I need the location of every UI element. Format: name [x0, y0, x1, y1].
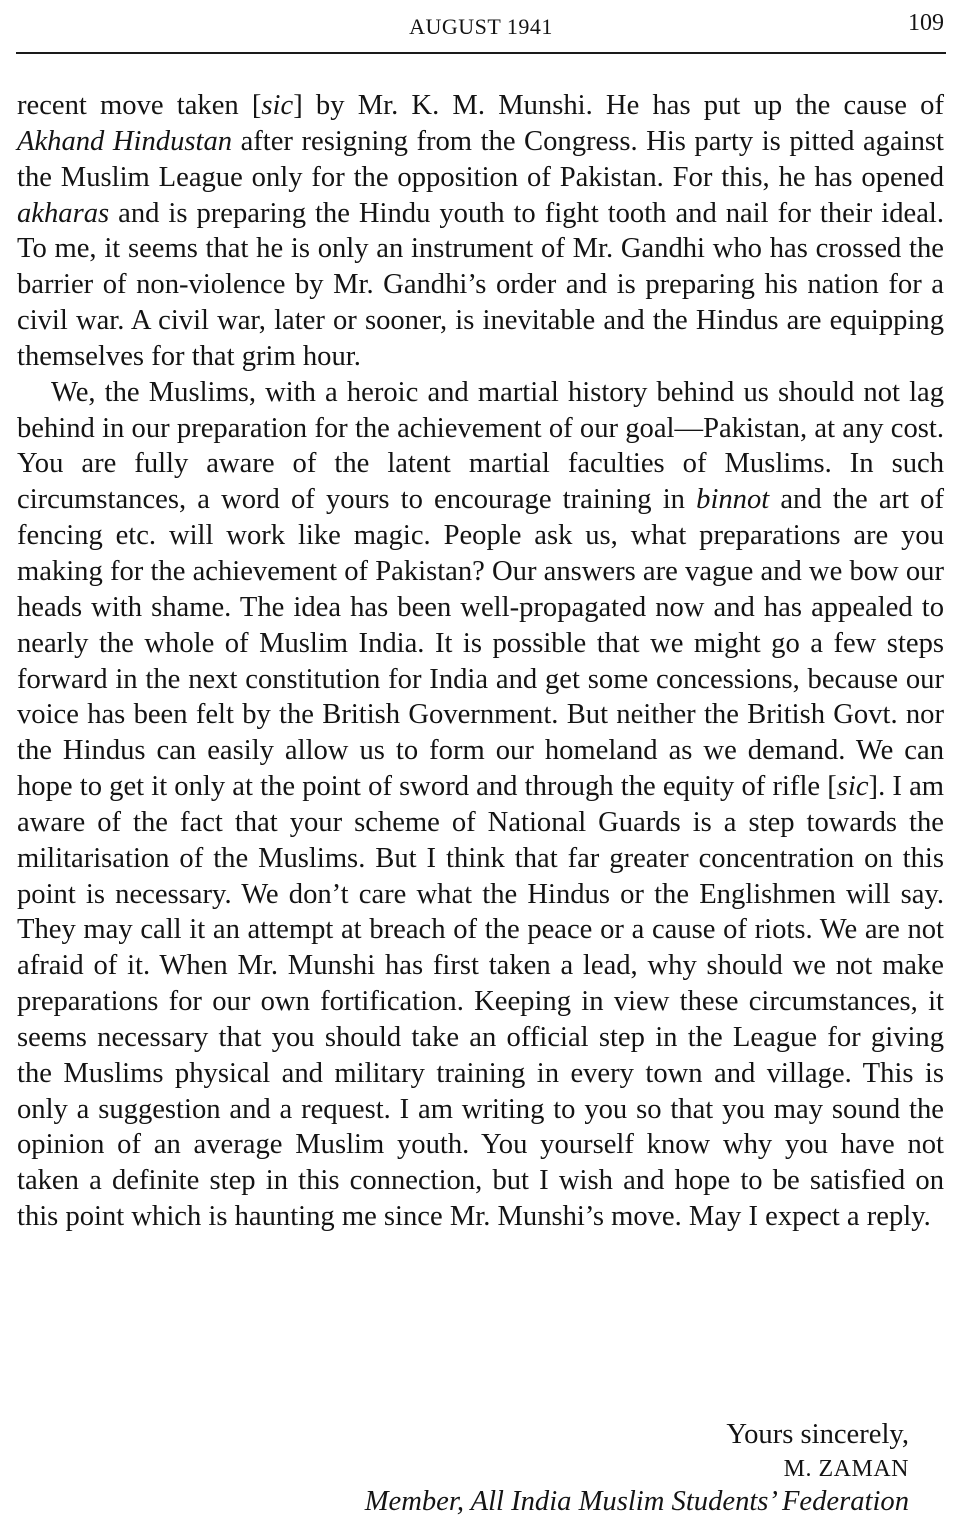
- text-run: ]. I am aware of the fact that your scheme of National Guards is a step towards the militarisation of the Muslims. But I think that far greater concentration on this point is necessary. We don’t care what the Hindus or the Englishmen will say. They may call it an attempt at breach of the peace or a cause of riots. We are not afraid of it. When Mr. Munshi has first taken a lead, why should we not make preparations for our own fortification. Keeping in view these circumstances, it seems necessary that you should take an official step in the League for giving the Muslims physical and military training in every town and village. This is only a suggestion and a request. I am writing to you so that you may sound the opinion of an average Muslim youth. You yourself know why you have not taken a definite step in this connection, but I wish and hope to be satisfied on this point which is haunting me since Mr. Munshi’s move. May I expect a reply.: [17, 771, 945, 1233]
- closing-line: Yours sincerely,: [726, 1419, 909, 1450]
- page-number: 109: [908, 10, 944, 36]
- letter-paragraph-1: [17, 88, 944, 375]
- text-run: ] by Mr. K. M. Munshi. He has put up the cause of: [293, 90, 944, 121]
- text-run: recent move taken: [17, 90, 252, 121]
- running-title: AUGUST 1941: [409, 14, 553, 39]
- text-run: and the art of fencing etc. will work like magic. People ask us, what preparations are you making for the achievement of Pakistan? Our answers are vague and we bow our heads with shame. The idea has been well-propagated now and has appealed to nearly the whole of Muslim India. It is possible that we might go a few steps forward in the next constitution for India and get some concessions, because our voice has been felt by the British Government. But neither the British Govt. nor the Hindus can easily allow us to form our homeland as we demand. We can hope to get it only at the point of sword and through the equity of rifle [: [17, 484, 944, 803]
- header-rule: [16, 52, 946, 54]
- signatory-name: M. ZAMAN: [783, 1456, 909, 1482]
- running-header: [18, 8, 944, 42]
- italic-term: sic: [261, 90, 294, 121]
- text-run: [: [251, 90, 262, 121]
- letter-body: [17, 88, 944, 1235]
- italic-term: akharas: [17, 197, 110, 229]
- italic-term: binnot: [696, 484, 770, 516]
- text-run: after resigning from the Congress. His party is pitted against the Muslim League only for the opposition of Pakistan. For this, he has opened: [17, 125, 944, 193]
- italic-term: Akhand Hindustan: [17, 125, 233, 157]
- letter-paragraph-2: [17, 375, 944, 1235]
- text-run: We, the Muslims, with a heroic and martial history behind us should not lag behind in our preparation for the achievement of our goal—Pakistan, at any cost. You are fully aware of the latent martial faculties of Muslims. In such circumstances, a word of yours to encourage training in: [17, 376, 944, 516]
- signatory-designation: Member, All India Muslim Students’ Federation: [364, 1486, 909, 1517]
- text-run: and is preparing the Hindu youth to fight tooth and nail for their ideal. To me, it seems that he is only an instrument of Mr. Gandhi who has crossed the barrier of non-violence by Mr. Gandhi’s order and is preparing his nation for a civil war. A civil war, later or sooner, is inevitable and the Hindus are equipping themselves for that grim hour.: [17, 197, 944, 372]
- italic-term: sic: [836, 771, 869, 803]
